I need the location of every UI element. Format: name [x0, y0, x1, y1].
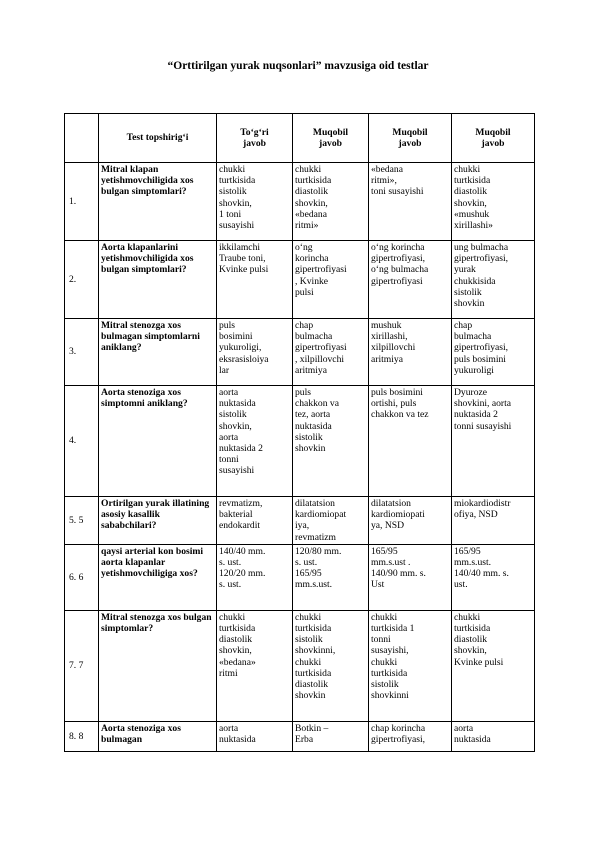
correct-answer-text: chukki turtkisida diastolik shovkin, «bedana» ritmi — [219, 611, 256, 679]
correct-answer-text: ikkilamchi Traube toni, Kvinke pulsi — [219, 242, 269, 276]
correct-answer — [217, 610, 293, 721]
correct-answer-text: chukki turtkisida sistolik shovkin, 1 toni susayishi — [219, 164, 256, 232]
table-row — [65, 386, 535, 497]
alternative-answer-1-text: Botkin – Erba — [295, 722, 329, 746]
header-alternative-answer-3: Muqobil javob — [452, 114, 535, 163]
correct-answer — [217, 497, 293, 545]
table-row — [65, 721, 535, 751]
table-row — [65, 497, 535, 545]
alternative-answer-2 — [369, 610, 452, 721]
alternative-answer-2-text: puls bosimini ortishi, puls chakkon va tez — [371, 387, 429, 421]
alternative-answer-1-text: chukki turtkisida sistolik shovkinni, chukki turtkisida diastolik shovkin — [295, 611, 336, 702]
question-number-text: 8. 8 — [69, 730, 84, 742]
header-task: Test topshirig‘i — [99, 114, 217, 163]
alternative-answer-3 — [452, 544, 535, 610]
correct-answer — [217, 319, 293, 386]
alternative-answer-1 — [293, 610, 369, 721]
alternative-answer-2 — [369, 241, 452, 319]
correct-answer — [217, 544, 293, 610]
alternative-answer-2-text: 165/95 mm.s.ust . 140/90 mm. s. Ust — [371, 545, 426, 591]
alternative-answer-1-text: chukki turtkisida diastolik shovkin, «bedana ritmi» — [295, 164, 332, 232]
question-number-text: 6. 6 — [69, 571, 84, 583]
question-text-text: Aorta stenoziga xos simptomni aniklang? — [101, 387, 188, 410]
question-text — [99, 544, 217, 610]
alternative-answer-3-text: Dyuroze shovkini, aorta nuktasida 2 tonni susayishi — [454, 387, 512, 432]
question-text — [99, 497, 217, 545]
question-text-text: qaysi arterial kon bosimi aorta klapanlar yetishmovchiligiga xos? — [101, 545, 204, 580]
question-text — [99, 163, 217, 241]
alternative-answer-2 — [369, 319, 452, 386]
question-number-text: 7. 7 — [69, 660, 84, 672]
question-text-text: Aorta klapanlarini yetishmovchiligida xos bulgan simptomlari? — [101, 242, 194, 276]
header-alternative-answer-2: Muqobil javob — [369, 114, 452, 163]
alternative-answer-1-text: o‘ng korincha gipertrofiyasi , Kvinke pulsi — [295, 242, 347, 298]
question-number-text: 1. — [69, 195, 77, 207]
alternative-answer-1-text: dilatatsion kardiomiopat iya, revmatizm — [295, 498, 347, 543]
alternative-answer-1 — [293, 241, 369, 319]
alternative-answer-3 — [452, 610, 535, 721]
question-number-text: 4. — [69, 435, 77, 447]
question-text-text: Mitral stenozga xos bulmagan simptomlarni aniklang? — [101, 320, 200, 354]
alternative-answer-3 — [452, 721, 535, 751]
alternative-answer-3-text: chap bulmacha gipertrofiyasi, puls bosimini yukuroligi — [454, 320, 509, 376]
alternative-answer-3 — [452, 319, 535, 386]
table-row — [65, 319, 535, 386]
table-row — [65, 241, 535, 319]
alternative-answer-2 — [369, 544, 452, 610]
header-correct-answer: To‘g‘ri javob — [217, 114, 293, 163]
question-text-text: Mitral klapan yetishmovchiligida xos bulgan simptomlari? — [101, 164, 194, 198]
question-number-text: 5. 5 — [69, 514, 84, 526]
correct-answer — [217, 241, 293, 319]
question-number — [65, 241, 99, 319]
alternative-answer-2 — [369, 497, 452, 545]
alternative-answer-2-text: mushuk xirillashi, xilpillovchi aritmiya — [371, 320, 416, 365]
alternative-answer-3-text: chukki turtkisida diastolik shovkin, «mushuk xirillashi» — [454, 164, 493, 232]
alternative-answer-3 — [452, 163, 535, 241]
alternative-answer-1-text: 120/80 mm. s. ust. 165/95 mm.s.ust. — [295, 545, 342, 591]
question-number-text: 2. — [69, 273, 77, 285]
alternative-answer-1 — [293, 163, 369, 241]
question-text-text: Ortirilgan yurak illatining asosiy kasallik sababchilari? — [101, 498, 210, 532]
question-number-text: 3. — [69, 346, 77, 358]
alternative-answer-2-text: dilatatsion kardiomiopati ya, NSD — [371, 498, 425, 532]
alternative-answer-1 — [293, 497, 369, 545]
correct-answer — [217, 721, 293, 751]
question-number — [65, 386, 99, 497]
alternative-answer-1 — [293, 386, 369, 497]
correct-answer-text: revmatizm, bakterial endokardit — [219, 498, 263, 532]
correct-answer-text: 140/40 mm. s. ust. 120/20 mm. s. ust. — [219, 545, 266, 591]
correct-answer — [217, 163, 293, 241]
question-number — [65, 610, 99, 721]
question-text-text: Aorta stenoziga xos bulmagan — [101, 722, 181, 746]
question-text — [99, 721, 217, 751]
table-row — [65, 163, 535, 241]
alternative-answer-3-text: chukki turtkisida diastolik shovkin, Kvinke pulsi — [454, 611, 504, 668]
alternative-answer-2 — [369, 163, 452, 241]
alternative-answer-3 — [452, 386, 535, 497]
alternative-answer-1 — [293, 544, 369, 610]
alternative-answer-2-text: «bedana ritmi», toni susayishi — [371, 164, 424, 198]
table-row — [65, 610, 535, 721]
alternative-answer-1 — [293, 319, 369, 386]
alternative-answer-1 — [293, 721, 369, 751]
question-text — [99, 241, 217, 319]
question-number — [65, 544, 99, 610]
table-row — [65, 544, 535, 610]
header-alternative-answer-1: Muqobil javob — [293, 114, 369, 163]
alternative-answer-3-text: 165/95 mm.s.ust. 140/40 mm. s. ust. — [454, 545, 509, 591]
alternative-answer-3-text: miokardiodistr ofiya, NSD — [454, 498, 511, 521]
alternative-answer-2-text: chap korincha gipertrofiyasi, — [371, 722, 426, 746]
alternative-answer-3-text: ung bulmacha gipertrofiyasi, yurak chukkisida sistolik shovkin — [454, 242, 509, 310]
correct-answer-text: aorta nuktasida — [219, 722, 256, 746]
question-text-text: Mitral stenozga xos bulgan simptomlar? — [101, 611, 212, 635]
question-number — [65, 163, 99, 241]
alternative-answer-2-text: o‘ng korincha gipertrofiyasi, o‘ng bulmacha gipertrofiyasi — [371, 242, 429, 287]
alternative-answer-2 — [369, 386, 452, 497]
question-number — [65, 497, 99, 545]
question-number — [65, 721, 99, 751]
question-text — [99, 319, 217, 386]
question-number — [65, 319, 99, 386]
test-table — [64, 113, 535, 752]
alternative-answer-3-text: aorta nuktasida — [454, 722, 491, 746]
alternative-answer-3 — [452, 241, 535, 319]
alternative-answer-2 — [369, 721, 452, 751]
alternative-answer-1-text: puls chakkon va tez, aorta nuktasida sistolik shovkin — [295, 387, 339, 455]
correct-answer — [217, 386, 293, 497]
question-text — [99, 610, 217, 721]
correct-answer-text: aorta nuktasida sistolik shovkin, aorta nuktasida 2 tonni susayishi — [219, 387, 263, 477]
correct-answer-text: puls bosimini yukuroligi, eksrasisloiya lar — [219, 320, 269, 376]
alternative-answer-3 — [452, 497, 535, 545]
alternative-answer-1-text: chap bulmacha gipertrofiyasi , xilpillovchi aritmiya — [295, 320, 347, 376]
header-number — [65, 114, 99, 163]
question-text — [99, 386, 217, 497]
table-header-row — [65, 114, 535, 163]
page-title: “Orttirilgan yurak nuqsonlari” mavzusiga oid testlar — [167, 60, 429, 72]
alternative-answer-2-text: chukki turtkisida 1 tonni susayishi, chukki turtkisida sistolik shovkinni — [371, 611, 415, 702]
